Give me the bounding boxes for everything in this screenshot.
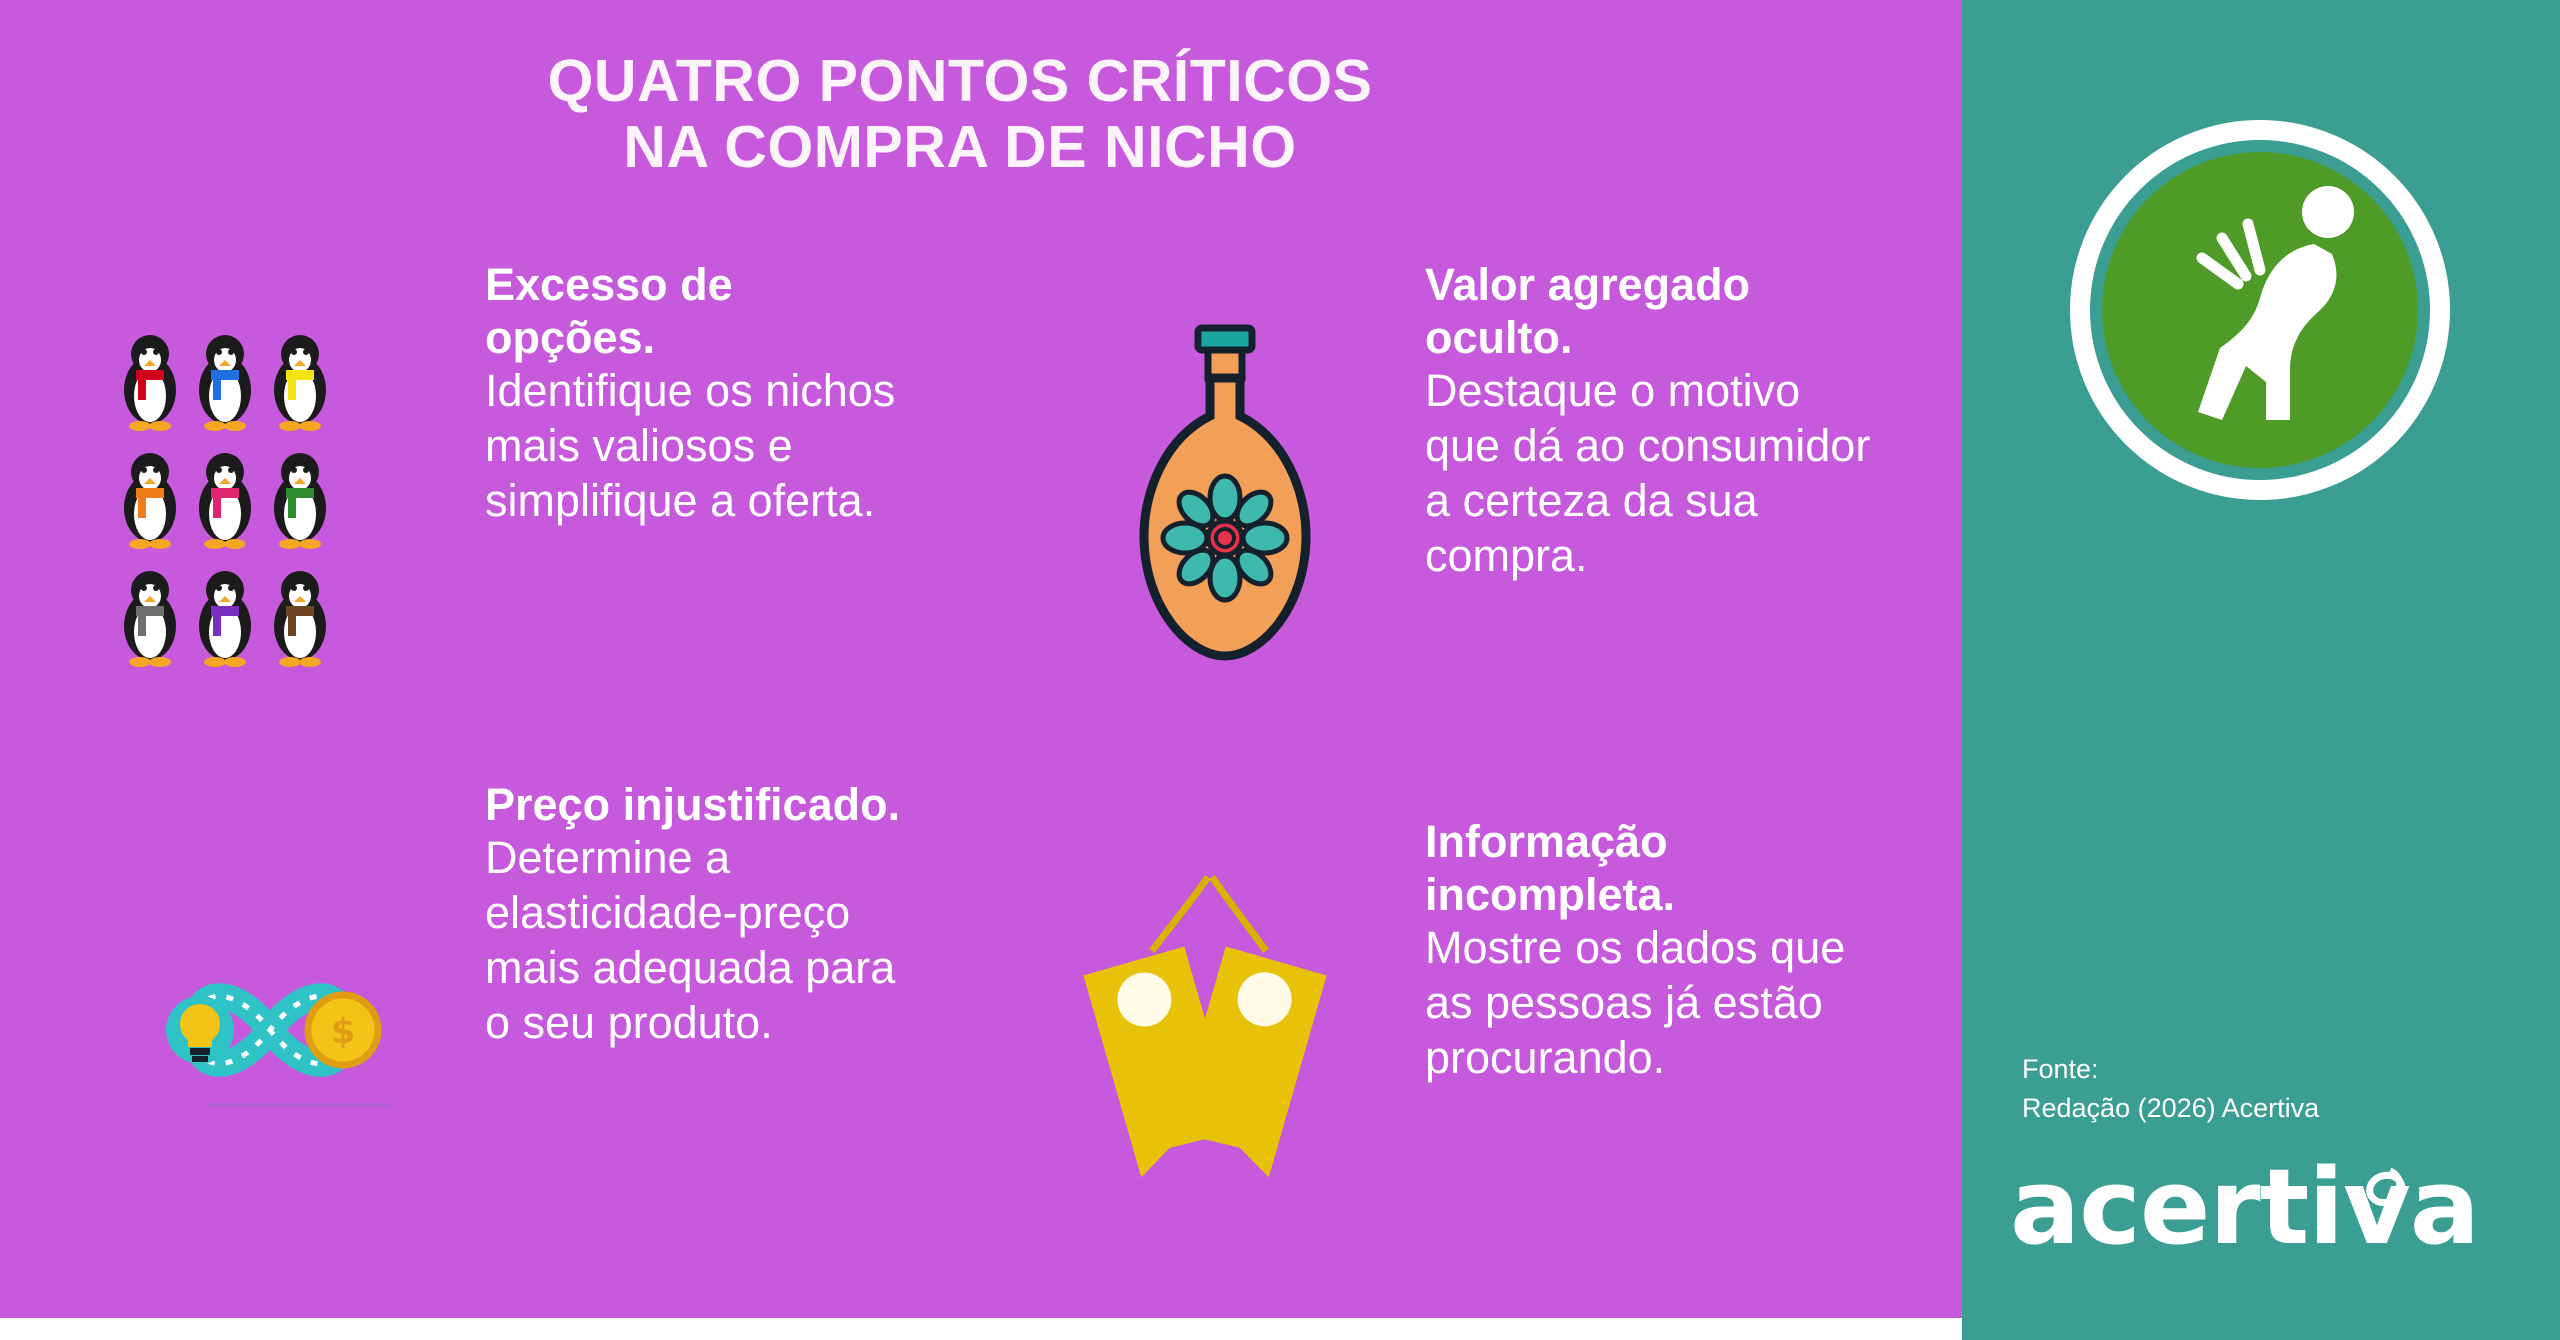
person-carrying-load-icon bbox=[2070, 120, 2450, 500]
title-line-2: NA COMPRA DE NICHO bbox=[623, 114, 1297, 181]
bottom-divider bbox=[0, 1318, 1962, 1340]
point-heading: Preço injustificado. bbox=[485, 779, 901, 830]
price-tags-icon bbox=[1040, 855, 1370, 1205]
logo-wordmark: acertiva bbox=[2010, 1146, 2479, 1268]
acertiva-logo bbox=[2010, 1146, 2530, 1285]
point-body: Mostre os dados que as pessoas já estão procurando. bbox=[1425, 922, 1846, 1083]
point-heading: Valor agregado oculto. bbox=[1425, 259, 1751, 364]
point-body: Identifique os nichos mais valiosos e simplifique a oferta. bbox=[485, 365, 896, 526]
source-credit bbox=[2022, 1050, 2542, 1128]
point-heading: Informação incompleta. bbox=[1425, 816, 1676, 921]
point-heading: Excesso de opções. bbox=[485, 259, 733, 364]
point-block-excesso-de-opcoes bbox=[485, 258, 915, 529]
infinity-bulb-coin-icon bbox=[100, 930, 440, 1130]
source-label: Fonte: bbox=[2022, 1054, 2099, 1084]
point-body: Determine a elasticidade-preço mais adequada para o seu produto. bbox=[485, 832, 896, 1048]
penguins-grid-icon bbox=[120, 330, 410, 670]
point-block-informacao-incompleta bbox=[1425, 815, 1885, 1086]
source-value: Redação (2026) Acertiva bbox=[2022, 1093, 2320, 1124]
perfume-bottle-icon bbox=[1110, 320, 1340, 680]
page-title bbox=[340, 48, 1580, 180]
point-block-preco-injustificado bbox=[485, 778, 925, 1051]
point-block-valor-agregado-oculto bbox=[1425, 258, 1885, 584]
point-body: Destaque o motivo que dá ao consumidor a certeza da sua compra. bbox=[1425, 365, 1871, 581]
svg-text:$: $ bbox=[330, 1012, 356, 1052]
title-line-1: QUATRO PONTOS CRÍTICOS bbox=[547, 48, 1373, 114]
